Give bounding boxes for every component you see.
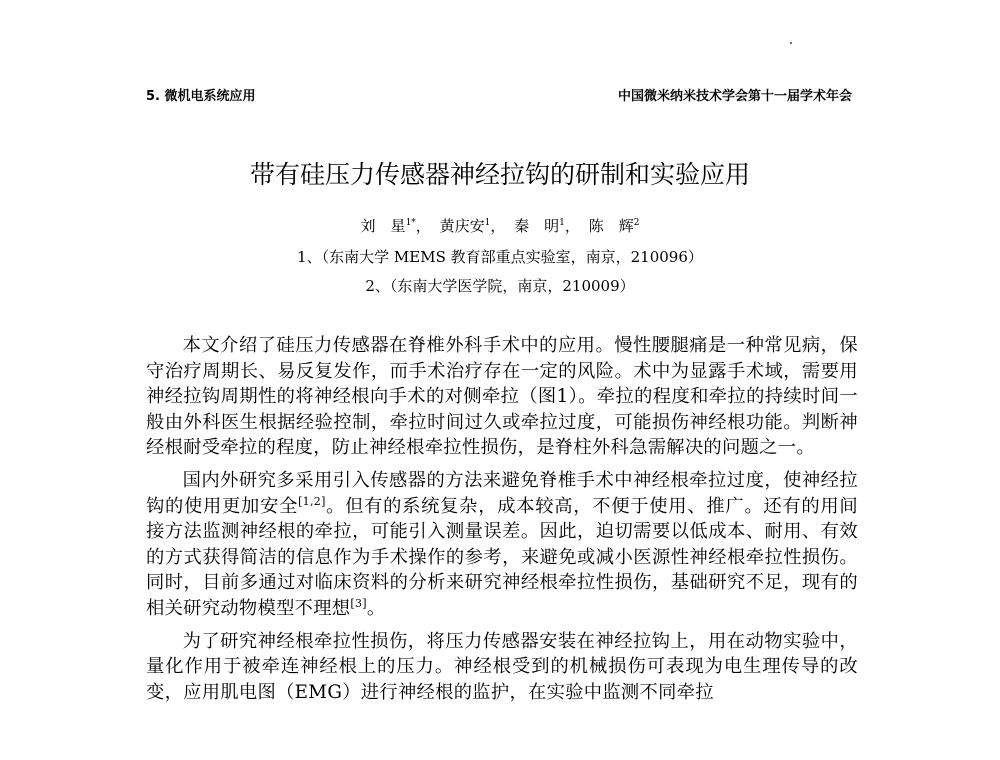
citation-marker: [1,2] — [298, 494, 326, 508]
author-affiliation-mark: 1 — [559, 218, 565, 228]
author-name: 刘 星 — [360, 217, 406, 235]
paragraph-3: 为了研究神经根牵拉性损伤，将压力传感器安装在神经拉钩上，用在动物实验中，量化作用于被牵连神经根上的压力。神经根受到的机械损伤可表现为电生理传导的改变，应用肌电图（EMG）进行神经根的监护，在实验中监测不同牵拉 — [146, 630, 858, 703]
author-name: 陈 辉 — [588, 217, 634, 235]
author-list — [0, 215, 1000, 236]
citation-marker: [3] — [350, 596, 367, 610]
running-header-section: 5. 微机电系统应用 — [146, 89, 256, 104]
author-separator: ， — [415, 217, 431, 235]
affiliation-2: 2、（东南大学医学院，南京，210009） — [365, 277, 635, 295]
abstract-body — [146, 333, 858, 713]
author-name: 秦 明 — [514, 217, 560, 235]
author-affiliation-mark: 2 — [633, 218, 640, 228]
author-name: 黄庆安 — [439, 217, 485, 235]
paragraph-2-text-a: 国内外研究多采用引入传感器的方法来避免脊椎手术中神经根牵拉过度，使神经拉钩的使用更加安全 — [146, 470, 858, 517]
running-header-conference: 中国微米纳米技术学会第十一届学术年会 — [617, 89, 852, 104]
paragraph-2-text-c: 。 — [366, 597, 386, 619]
paper-title: 带有硅压力传感器神经拉钩的研制和实验应用 — [249, 160, 750, 189]
paragraph-2 — [146, 468, 858, 621]
scan-speck — [790, 42, 792, 44]
author-affiliation-mark: 1 — [484, 218, 491, 228]
paragraph-2-text-b: 。但有的系统复杂，成本较高，不便于使用、推广。还有的用间接方法监测神经根的牵拉，可能引入测量误差。因此，迫切需要以低成本、耐用、有效的方式获得简洁的信息作为手术操作的参考，来避免或减小医源性神经根牵拉性损伤。同时，目前多通过对临床资料的分析来研究神经根牵拉性损伤，基础研究不足，现有的相关研究动物模型不理想 — [146, 495, 858, 619]
affiliation-1: 1、（东南大学 MEMS 教育部重点实验室，南京，210096） — [297, 248, 703, 266]
paragraph-1: 本文介绍了硅压力传感器在脊椎外科手术中的应用。慢性腰腿痛是一种常见病，保守治疗周期长、易反复发作，而手术治疗存在一定的风险。术中为显露手术域，需要用神经拉钩周期性的将神经根向手术的对侧牵拉（图1）。牵拉的程度和牵拉的持续时间一般由外科医生根据经验控制，牵拉时间过久或牵拉过度，可能损伤神经根功能。判断神经根耐受牵拉的程度，防止神经根牵拉性损伤，是脊柱外科急需解决的问题之一。 — [146, 335, 858, 458]
author-separator: ， — [490, 217, 506, 235]
author-separator: ， — [564, 217, 580, 235]
author-affiliation-mark: 1* — [405, 218, 416, 228]
